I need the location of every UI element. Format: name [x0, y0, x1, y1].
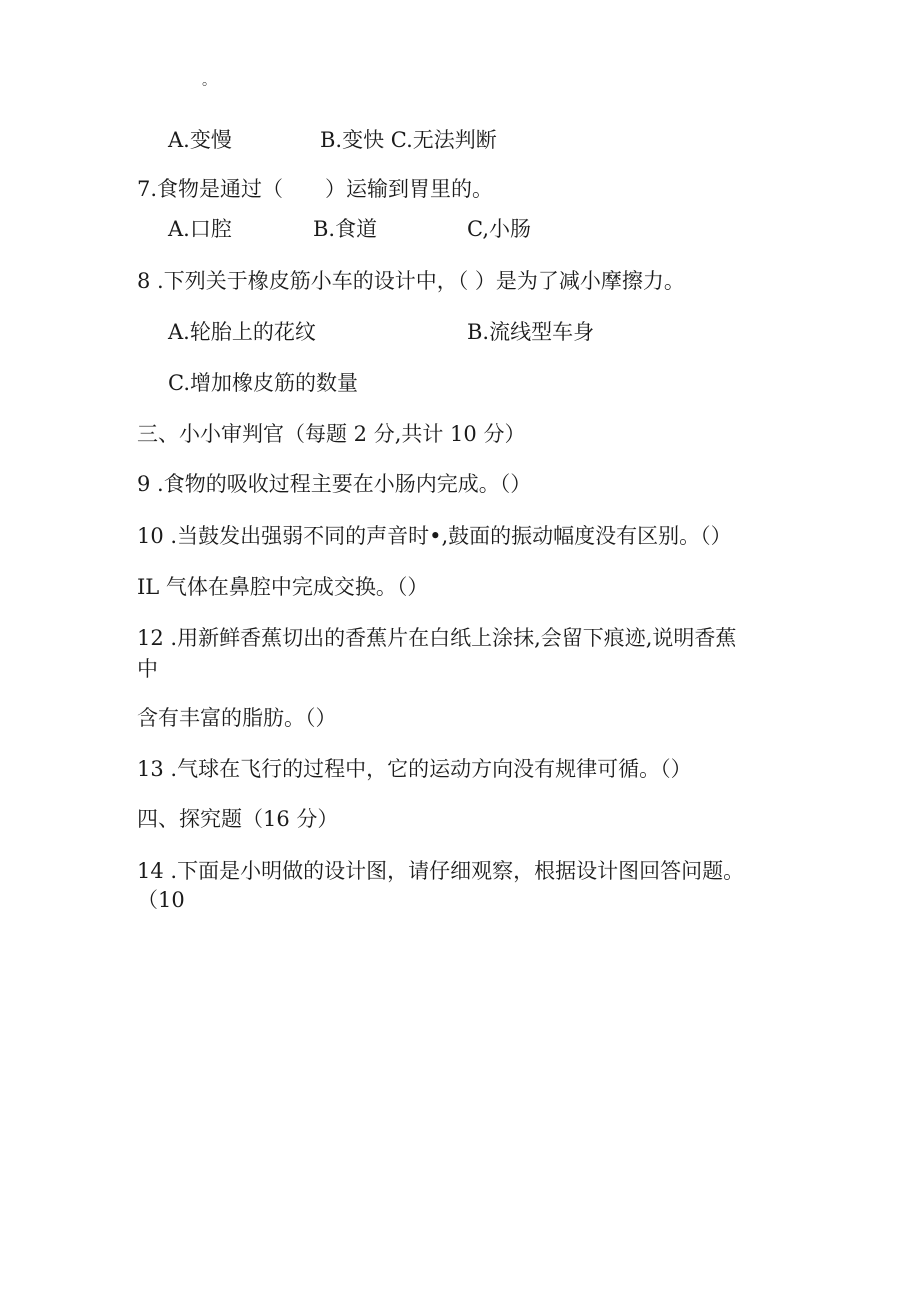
- q8-option-c: C.增加橡皮筋的数量: [168, 371, 358, 395]
- q14-line-1: 14 .下面是小明做的设计图，请仔细观察，根据设计图回答问题。: [137, 859, 745, 883]
- q7-option-c: C,小肠: [467, 217, 531, 241]
- q7-option-a: A.口腔: [168, 217, 232, 241]
- q12-line-1: 12 .用新鲜香蕉切出的香蕉片在白纸上涂抹,会留下痕迹,说明香蕉: [137, 626, 737, 650]
- q8-option-b: B.流线型车身: [467, 320, 595, 344]
- q10: 10 .当鼓发出强弱不同的声音时•,鼓面的振动幅度没有区别。（）: [137, 524, 732, 548]
- q8-option-a: A.轮胎上的花纹: [168, 320, 316, 344]
- question-6-fragment: 。: [202, 73, 216, 89]
- q8-stem: 8 .下列关于橡皮筋小车的设计中，（ ）是为了减小摩擦力。: [137, 269, 685, 293]
- q9: 9 .食物的吸收过程主要在小肠内完成。（）: [137, 472, 532, 496]
- q12-line-3: 含有丰富的脂肪。（）: [137, 706, 337, 730]
- q14-line-2: （10: [137, 888, 185, 912]
- q6-option-a: A.变慢: [168, 128, 232, 152]
- q12-line-2: 中: [137, 657, 158, 681]
- section-3-title: 三、小小审判官（每题 2 分,共计 10 分）: [137, 422, 526, 446]
- q6-option-bc: B.变快 C.无法判断: [320, 128, 497, 152]
- q7-option-b: B.食道: [313, 217, 378, 241]
- q11: IL 气体在鼻腔中完成交换。（）: [137, 575, 429, 599]
- q13: 13 .气球在飞行的过程中，它的运动方向没有规律可循。（）: [137, 757, 692, 781]
- q7-stem: 7.食物是通过（ ）运输到胃里的。: [137, 177, 494, 201]
- section-4-title: 四、探究题（16 分）: [137, 807, 339, 831]
